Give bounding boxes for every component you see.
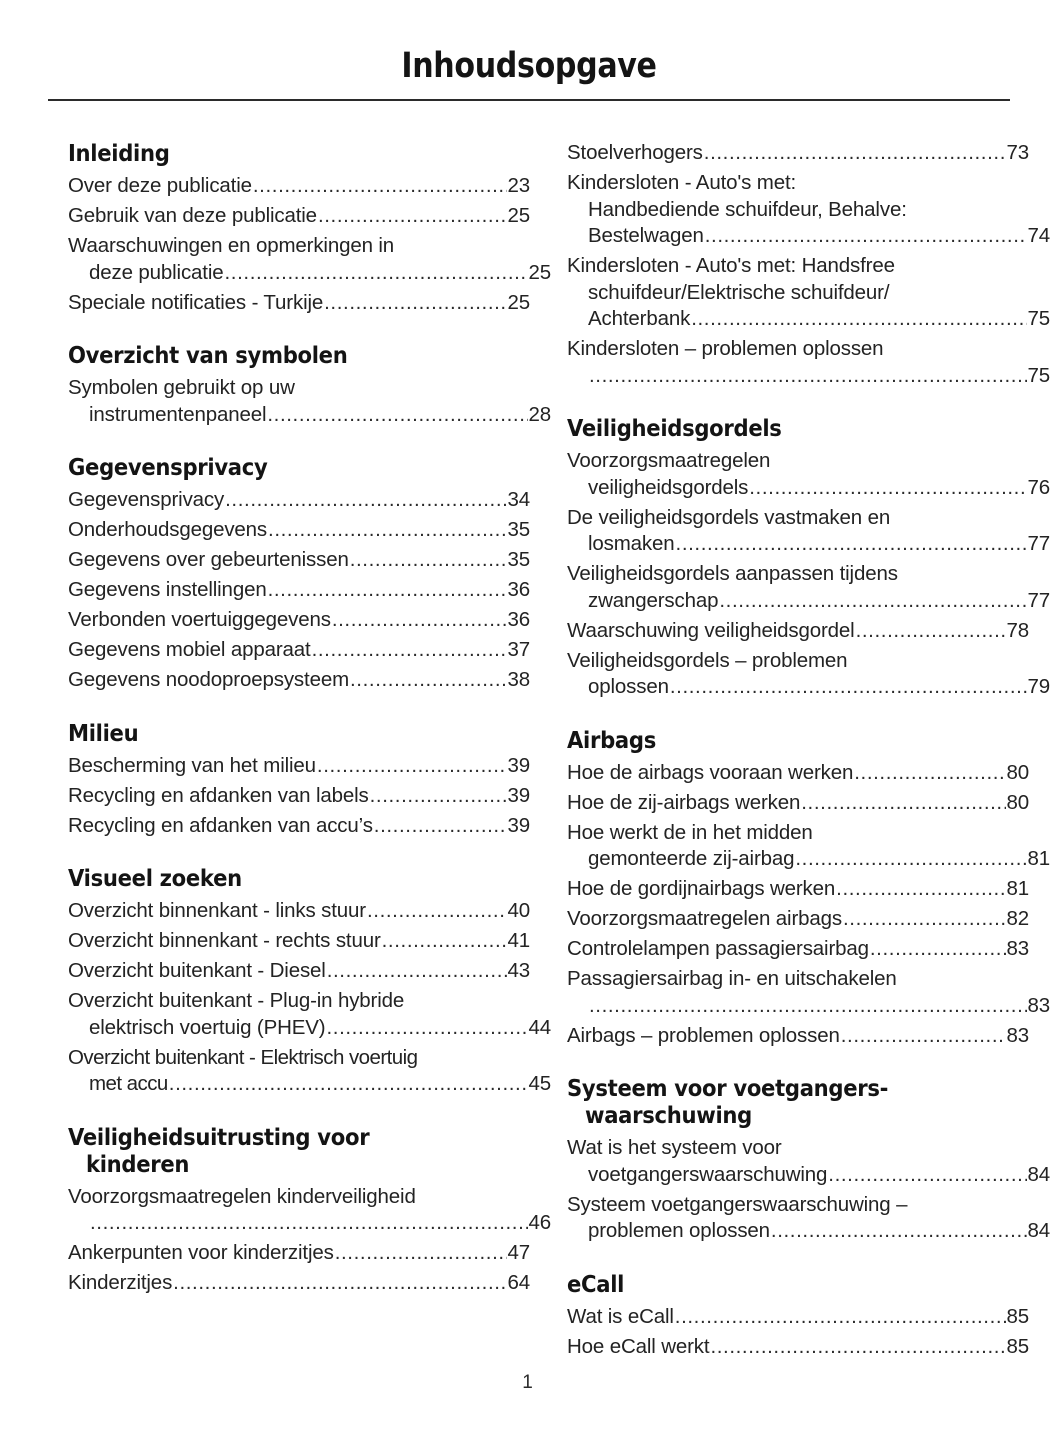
- toc-entry-ankerpunten-voor-kinderzitjes[interactable]: [68, 1240, 530, 1267]
- toc-leader-dots: [704, 140, 1007, 167]
- toc-entry-title: Overzicht buitenkant - Elektrisch voertuig: [68, 1045, 418, 1069]
- toc-leader-dots: [267, 402, 528, 429]
- toc-page-number: 77: [1027, 532, 1050, 555]
- toc-entry-title-last-line: Achterbank: [588, 307, 691, 330]
- toc-entry-title: Ankerpunten voor kinderzitjes: [68, 1241, 334, 1264]
- toc-page-number: 41: [507, 929, 530, 952]
- toc-entry-title: Bescherming van het milieu: [68, 753, 316, 777]
- toc-leader-dots: [382, 928, 508, 955]
- toc-entry-stoelverhogers[interactable]: [567, 140, 1029, 167]
- toc-entry-title: Passagiersairbag in- en uitschakelen: [567, 967, 897, 990]
- toc-entry-title: Recycling en afdanken van labels: [68, 783, 369, 807]
- toc-entry-passagiersairbag-in-en-uitschakelen[interactable]: [567, 966, 1050, 1019]
- toc-entry-title: Stoelverhogers: [567, 141, 703, 164]
- toc-page-number: 45: [528, 1072, 551, 1095]
- toc-section: [68, 139, 551, 316]
- toc-entry-gegevens-over-gebeurtenissen[interactable]: [68, 547, 530, 574]
- toc-page-number: 85: [1006, 1334, 1029, 1358]
- toc-entry-title-last-line: voetgangerswaarschuwing: [588, 1162, 828, 1186]
- toc-entry-title: Kindersloten - Auto's met: Handsfree: [567, 254, 895, 277]
- section-heading-airbags: Airbags: [567, 725, 656, 754]
- toc-section: [68, 454, 530, 694]
- toc-page-number: 76: [1027, 475, 1050, 499]
- toc-entry-title: Gebruik van deze publicatie: [68, 204, 317, 227]
- toc-page-number: 81: [1006, 877, 1029, 900]
- toc-entry-title-last-line: met accu: [89, 1072, 168, 1095]
- toc-page-number: 79: [1027, 675, 1050, 698]
- toc-leader-dots: [327, 958, 508, 985]
- toc-entry-title-last-line: Bestelwagen: [588, 224, 704, 247]
- toc-section: [68, 720, 530, 840]
- toc-entry-title: Over deze publicatie: [68, 174, 252, 197]
- toc-leader-dots: [253, 173, 508, 200]
- toc-page-number: 39: [507, 753, 530, 777]
- toc-entry-bescherming-van-het-milieu[interactable]: [68, 753, 530, 780]
- toc-leader-dots: [268, 517, 507, 544]
- toc-page-number: 83: [1006, 937, 1029, 960]
- toc-entry-title: Overzicht binnenkant - links stuur: [68, 899, 366, 922]
- toc-page-number: 38: [507, 668, 530, 691]
- toc-entry-title: Waarschuwing veiligheidsgordel: [567, 618, 855, 642]
- toc-page-number: 81: [1027, 847, 1050, 870]
- toc-entry-title: Verbonden voertuiggegevens: [68, 608, 331, 631]
- toc-entry-title: Waarschuwingen en opmerkingen in: [68, 234, 395, 257]
- toc-leader-dots: [374, 813, 508, 840]
- toc-entry-title: Wat is eCall: [567, 1304, 674, 1328]
- toc-leader-dots: [327, 1015, 529, 1042]
- toc-leader-dots: [589, 993, 1027, 1020]
- toc-leader-dots: [589, 363, 1027, 390]
- toc-entry-gegevensprivacy[interactable]: [68, 487, 530, 514]
- toc-entry-title: Gegevensprivacy: [68, 488, 225, 511]
- toc-leader-dots: [90, 1210, 528, 1237]
- toc-leader-dots: [771, 1218, 1028, 1245]
- toc-entry-title-last-line: deze publicatie: [89, 260, 224, 284]
- toc-page-number: 78: [1006, 618, 1029, 642]
- toc-page-number: 43: [507, 959, 530, 982]
- toc-page-number: 82: [1006, 907, 1029, 930]
- toc-entry-title: Hoe eCall werkt: [567, 1334, 710, 1358]
- toc-page-number: 44: [528, 1015, 551, 1039]
- toc-leader-dots: [367, 898, 508, 925]
- toc-entry-title: Kindersloten - Auto's met:: [567, 171, 797, 194]
- toc-leader-dots: [268, 577, 508, 604]
- toc-leader-dots: [675, 1304, 1007, 1331]
- header-divider: [48, 99, 1010, 101]
- toc-entry-waarschuwingen-en-opmerkingen-in[interactable]: [68, 233, 551, 286]
- toc-entry-title: Hoe werkt de in het midden: [567, 820, 813, 844]
- toc-page-number: 40: [507, 899, 530, 922]
- toc-entry-voorzorgsmaatregelen-airbags[interactable]: [567, 906, 1029, 933]
- toc-entry-de-veiligheidsgordels-vastmaken-en[interactable]: [567, 505, 1050, 558]
- section-heading-inleiding: Inleiding: [68, 139, 170, 167]
- toc-entry-onderhoudsgegevens[interactable]: [68, 517, 530, 544]
- toc-page-number: 83: [1006, 1023, 1029, 1047]
- toc-entry-title: Symbolen gebruikt op uw: [68, 376, 295, 399]
- toc-page-number: 64: [507, 1271, 530, 1294]
- toc-section: [567, 1074, 1050, 1245]
- toc-entry-title-line2: Handbediende schuifdeur, Behalve:: [588, 197, 907, 221]
- toc-page-number: 35: [507, 548, 530, 571]
- toc-section: [68, 341, 551, 428]
- section-heading-overzicht-van-symbolen: Overzicht van symbolen: [68, 341, 348, 369]
- toc-entry-speciale-notificaties-turkije[interactable]: [68, 290, 530, 317]
- page-title: Inhoudsopgave: [401, 46, 657, 86]
- toc-section: [567, 725, 1050, 1050]
- toc-entry-title: Hoe de gordijnairbags werken: [567, 877, 836, 900]
- toc-page-number: 25: [507, 290, 530, 314]
- section-heading-continuation: kinderen: [86, 1149, 190, 1178]
- toc-leader-dots: [710, 1334, 1006, 1361]
- toc-entry-hoe-ecall-werkt[interactable]: [567, 1334, 1029, 1361]
- toc-page-number: 36: [507, 578, 530, 601]
- toc-page-number: 25: [528, 260, 551, 284]
- toc-page-number: 75: [1027, 363, 1050, 387]
- toc-entry-title: Kindersloten – problemen oplossen: [567, 337, 884, 360]
- toc-page-number: 80: [1006, 760, 1029, 784]
- toc-entry-title: Veiligheidsgordels – problemen: [567, 648, 848, 672]
- toc-entry-title: Gegevens instellingen: [68, 578, 267, 601]
- toc-page-number: 46: [528, 1211, 551, 1234]
- toc-entry-title: Gegevens noodoproepsysteem: [68, 668, 350, 691]
- toc-entry-title-last-line: oplossen: [588, 675, 669, 698]
- toc-entry-gegevens-noodoproepsysteem[interactable]: [68, 667, 530, 694]
- section-heading-veiligheidsgordels: Veiligheidsgordels: [567, 414, 782, 442]
- toc-page-number: 84: [1027, 1162, 1050, 1186]
- toc-page-number: 77: [1027, 588, 1050, 612]
- section-heading-continuation: waarschuwing: [585, 1101, 752, 1129]
- toc-entry-overzicht-binnenkant-rechts-stuur[interactable]: [68, 928, 530, 955]
- toc-entry-title: Overzicht buitenkant - Plug-in hybride: [68, 989, 405, 1012]
- toc-entry-title: Gegevens over gebeurtenissen: [68, 548, 349, 571]
- section-heading-milieu: Milieu: [68, 718, 139, 747]
- toc-leader-dots: [801, 790, 1006, 817]
- toc-entry-hoe-de-airbags-vooraan-werken[interactable]: [567, 760, 1029, 787]
- toc-entry-title: Recycling en afdanken van accu’s: [68, 813, 373, 837]
- toc-entry-voorzorgsmaatregelen[interactable]: [567, 448, 1050, 501]
- toc-entry-title: Systeem voetgangerswaarschuwing –: [567, 1192, 908, 1216]
- toc-entry-title: Voorzorgsmaatregelen airbags: [567, 907, 842, 930]
- toc-leader-dots: [324, 290, 507, 317]
- toc-entry-gegevens-instellingen[interactable]: [68, 577, 530, 604]
- toc-entry-title-last-line: gemonteerde zij-airbag: [588, 847, 795, 870]
- toc-entry-title: Veiligheidsgordels aanpassen tijdens: [567, 562, 898, 585]
- toc-section: [567, 1271, 1029, 1361]
- toc-page-number: 85: [1006, 1304, 1029, 1328]
- toc-entry-overzicht-buitenkant-diesel[interactable]: [68, 958, 530, 985]
- toc-page-number: 74: [1027, 224, 1050, 247]
- page-number: 1: [522, 1372, 533, 1393]
- toc-entry-kindersloten-autos-met[interactable]: [567, 170, 1050, 250]
- toc-leader-dots: [749, 475, 1027, 502]
- toc-leader-dots: [719, 588, 1027, 615]
- toc-leader-dots: [795, 846, 1027, 873]
- toc-leader-dots: [312, 637, 508, 664]
- toc-entry-hoe-de-gordijnairbags-werken[interactable]: [567, 876, 1029, 903]
- section-heading-systeem-voor-voetgangers: Systeem voor voetgangers- waarschuwing: [567, 1075, 1029, 1129]
- toc-entry-title-last-line: veiligheidsgordels: [588, 475, 749, 499]
- toc-entry-veiligheidsgordels-aanpassen-tijdens[interactable]: [567, 561, 1050, 614]
- toc-entry-veiligheidsgordels-problemen[interactable]: [567, 648, 1050, 701]
- toc-leader-dots: [317, 753, 508, 780]
- toc-entry-title: Gegevens mobiel apparaat: [68, 638, 311, 661]
- toc-section: [68, 1122, 551, 1297]
- toc-leader-dots: [841, 1023, 1007, 1050]
- toc-entry-title: Voorzorgsmaatregelen: [567, 449, 771, 472]
- toc-page-number: 84: [1027, 1219, 1050, 1242]
- toc-page-number: 39: [507, 783, 530, 807]
- toc-entry-hoe-werkt-de-in-het-midden[interactable]: [567, 820, 1050, 873]
- toc-page-number: 25: [507, 204, 530, 227]
- toc-entry-title: Controlelampen passagiersairbag: [567, 937, 869, 960]
- toc-leader-dots: [870, 936, 1007, 963]
- toc-entry-title: Airbags – problemen oplossen: [567, 1023, 840, 1047]
- toc-entry-title-last-line: problemen oplossen: [588, 1219, 770, 1242]
- toc-leader-dots: [318, 203, 508, 230]
- toc-section: [567, 414, 1050, 701]
- toc-leader-dots: [350, 547, 508, 574]
- toc-entry-overzicht-binnenkant-links-stuur[interactable]: [68, 898, 530, 925]
- toc-entry-kindersloten-problemen-oplossen[interactable]: [567, 336, 1050, 389]
- toc-page-number: 34: [507, 488, 530, 511]
- toc-entry-verbonden-voertuiggegevens[interactable]: [68, 607, 530, 634]
- toc-leader-dots: [173, 1270, 507, 1297]
- toc-entry-title: Hoe de zij-airbags werken: [567, 790, 801, 814]
- toc-leader-dots: [225, 260, 529, 287]
- toc-entry-wat-is-ecall[interactable]: [567, 1304, 1029, 1331]
- toc-leader-dots: [856, 618, 1007, 645]
- toc-entry-gebruik-van-deze-publicatie[interactable]: [68, 203, 530, 230]
- toc-entry-overzicht-buitenkant-elektrisch-voertuig[interactable]: [68, 1045, 551, 1098]
- toc-leader-dots: [843, 906, 1006, 933]
- toc-page-number: 23: [507, 174, 530, 197]
- toc-entry-systeem-voetgangerswaarschuwing[interactable]: [567, 1192, 1050, 1245]
- toc-entry-title-line2: schuifdeur/Elektrische schuifdeur/: [588, 280, 890, 304]
- toc-entry-recycling-en-afdanken-van-labels[interactable]: [68, 783, 530, 810]
- toc-entry-title: Overzicht buitenkant - Diesel: [68, 959, 326, 982]
- toc-leader-dots: [332, 607, 508, 634]
- toc-entry-title: Wat is het systeem voor: [567, 1136, 782, 1159]
- toc-entry-title: De veiligheidsgordels vastmaken en: [567, 505, 891, 529]
- toc-leader-dots: [350, 667, 507, 694]
- section-heading-visueel-zoeken: Visueel zoeken: [68, 864, 242, 892]
- toc-page-number: 47: [507, 1241, 530, 1264]
- toc-entry-title-last-line: losmaken: [588, 532, 675, 555]
- toc-entry-title-last-line: instrumentenpaneel: [89, 402, 267, 426]
- toc-page-number: 35: [507, 518, 530, 541]
- toc-entry-voorzorgsmaatregelen-kinderveiligheid[interactable]: [68, 1184, 551, 1237]
- toc-entry-title: Speciale notificaties - Turkije: [68, 290, 324, 314]
- toc-entry-overzicht-buitenkant-plug-in-hybride[interactable]: [68, 988, 551, 1041]
- toc-leader-dots: [691, 306, 1027, 333]
- toc-entry-wat-is-het-systeem-voor[interactable]: [567, 1135, 1050, 1188]
- toc-entry-kindersloten-autos-met-handsfree[interactable]: [567, 253, 1050, 333]
- toc-page-number: 80: [1006, 790, 1029, 814]
- toc-leader-dots: [828, 1162, 1027, 1189]
- toc-leader-dots: [169, 1071, 529, 1098]
- toc-entry-title: Hoe de airbags vooraan werken: [567, 760, 854, 784]
- toc-entry-controlelampen-passagiersairbag[interactable]: [567, 936, 1029, 963]
- toc-entry-kinderzitjes[interactable]: [68, 1270, 530, 1297]
- toc-entry-hoe-de-zij-airbags-werken[interactable]: [567, 790, 1029, 817]
- toc-leader-dots: [335, 1240, 508, 1267]
- toc-column-right: [567, 140, 1050, 1364]
- toc-section: [567, 140, 1050, 389]
- toc-page-number: 75: [1027, 307, 1050, 330]
- toc-entry-symbolen-gebruikt-op-uw[interactable]: [68, 375, 551, 428]
- section-heading-ecall: eCall: [567, 1269, 625, 1298]
- toc-page-number: 28: [528, 402, 551, 426]
- toc-entry-gegevens-mobiel-apparaat[interactable]: [68, 637, 530, 664]
- section-heading-gegevensprivacy: Gegevensprivacy: [68, 453, 268, 481]
- toc-section: [68, 864, 551, 1098]
- toc-leader-dots: [836, 876, 1006, 903]
- toc-entry-title: Voorzorgsmaatregelen kinderveiligheid: [68, 1184, 416, 1208]
- toc-leader-dots: [705, 223, 1028, 250]
- toc-page-number: 39: [507, 813, 530, 837]
- toc-columns: [0, 140, 1055, 1364]
- toc-column-left: [68, 139, 551, 1364]
- toc-leader-dots: [676, 531, 1028, 558]
- toc-leader-dots: [370, 783, 508, 810]
- toc-page-number: 37: [507, 638, 530, 661]
- toc-entry-title-last-line: elektrisch voertuig (PHEV): [89, 1015, 326, 1039]
- toc-page-number: 73: [1006, 141, 1029, 164]
- toc-entry-recycling-en-afdanken-van-accus[interactable]: [68, 813, 530, 840]
- toc-page-number: 83: [1027, 993, 1050, 1017]
- toc-entry-title: Kinderzitjes: [68, 1271, 173, 1294]
- toc-leader-dots: [225, 487, 507, 514]
- toc-leader-dots: [854, 760, 1006, 787]
- toc-entry-title: Onderhoudsgegevens: [68, 518, 268, 541]
- toc-page-number: 36: [507, 608, 530, 631]
- toc-entry-airbags-problemen-oplossen[interactable]: [567, 1023, 1029, 1050]
- toc-entry-title: Overzicht binnenkant - rechts stuur: [68, 929, 381, 952]
- toc-entry-title-last-line: zwangerschap: [588, 588, 719, 612]
- toc-entry-over-deze-publicatie[interactable]: [68, 173, 530, 200]
- toc-entry-waarschuwing-veiligheidsgordel[interactable]: [567, 618, 1029, 645]
- toc-leader-dots: [670, 674, 1028, 701]
- section-heading-veiligheidsuitrusting-voor: Veiligheidsuitrusting voor kinderen: [68, 1124, 530, 1178]
